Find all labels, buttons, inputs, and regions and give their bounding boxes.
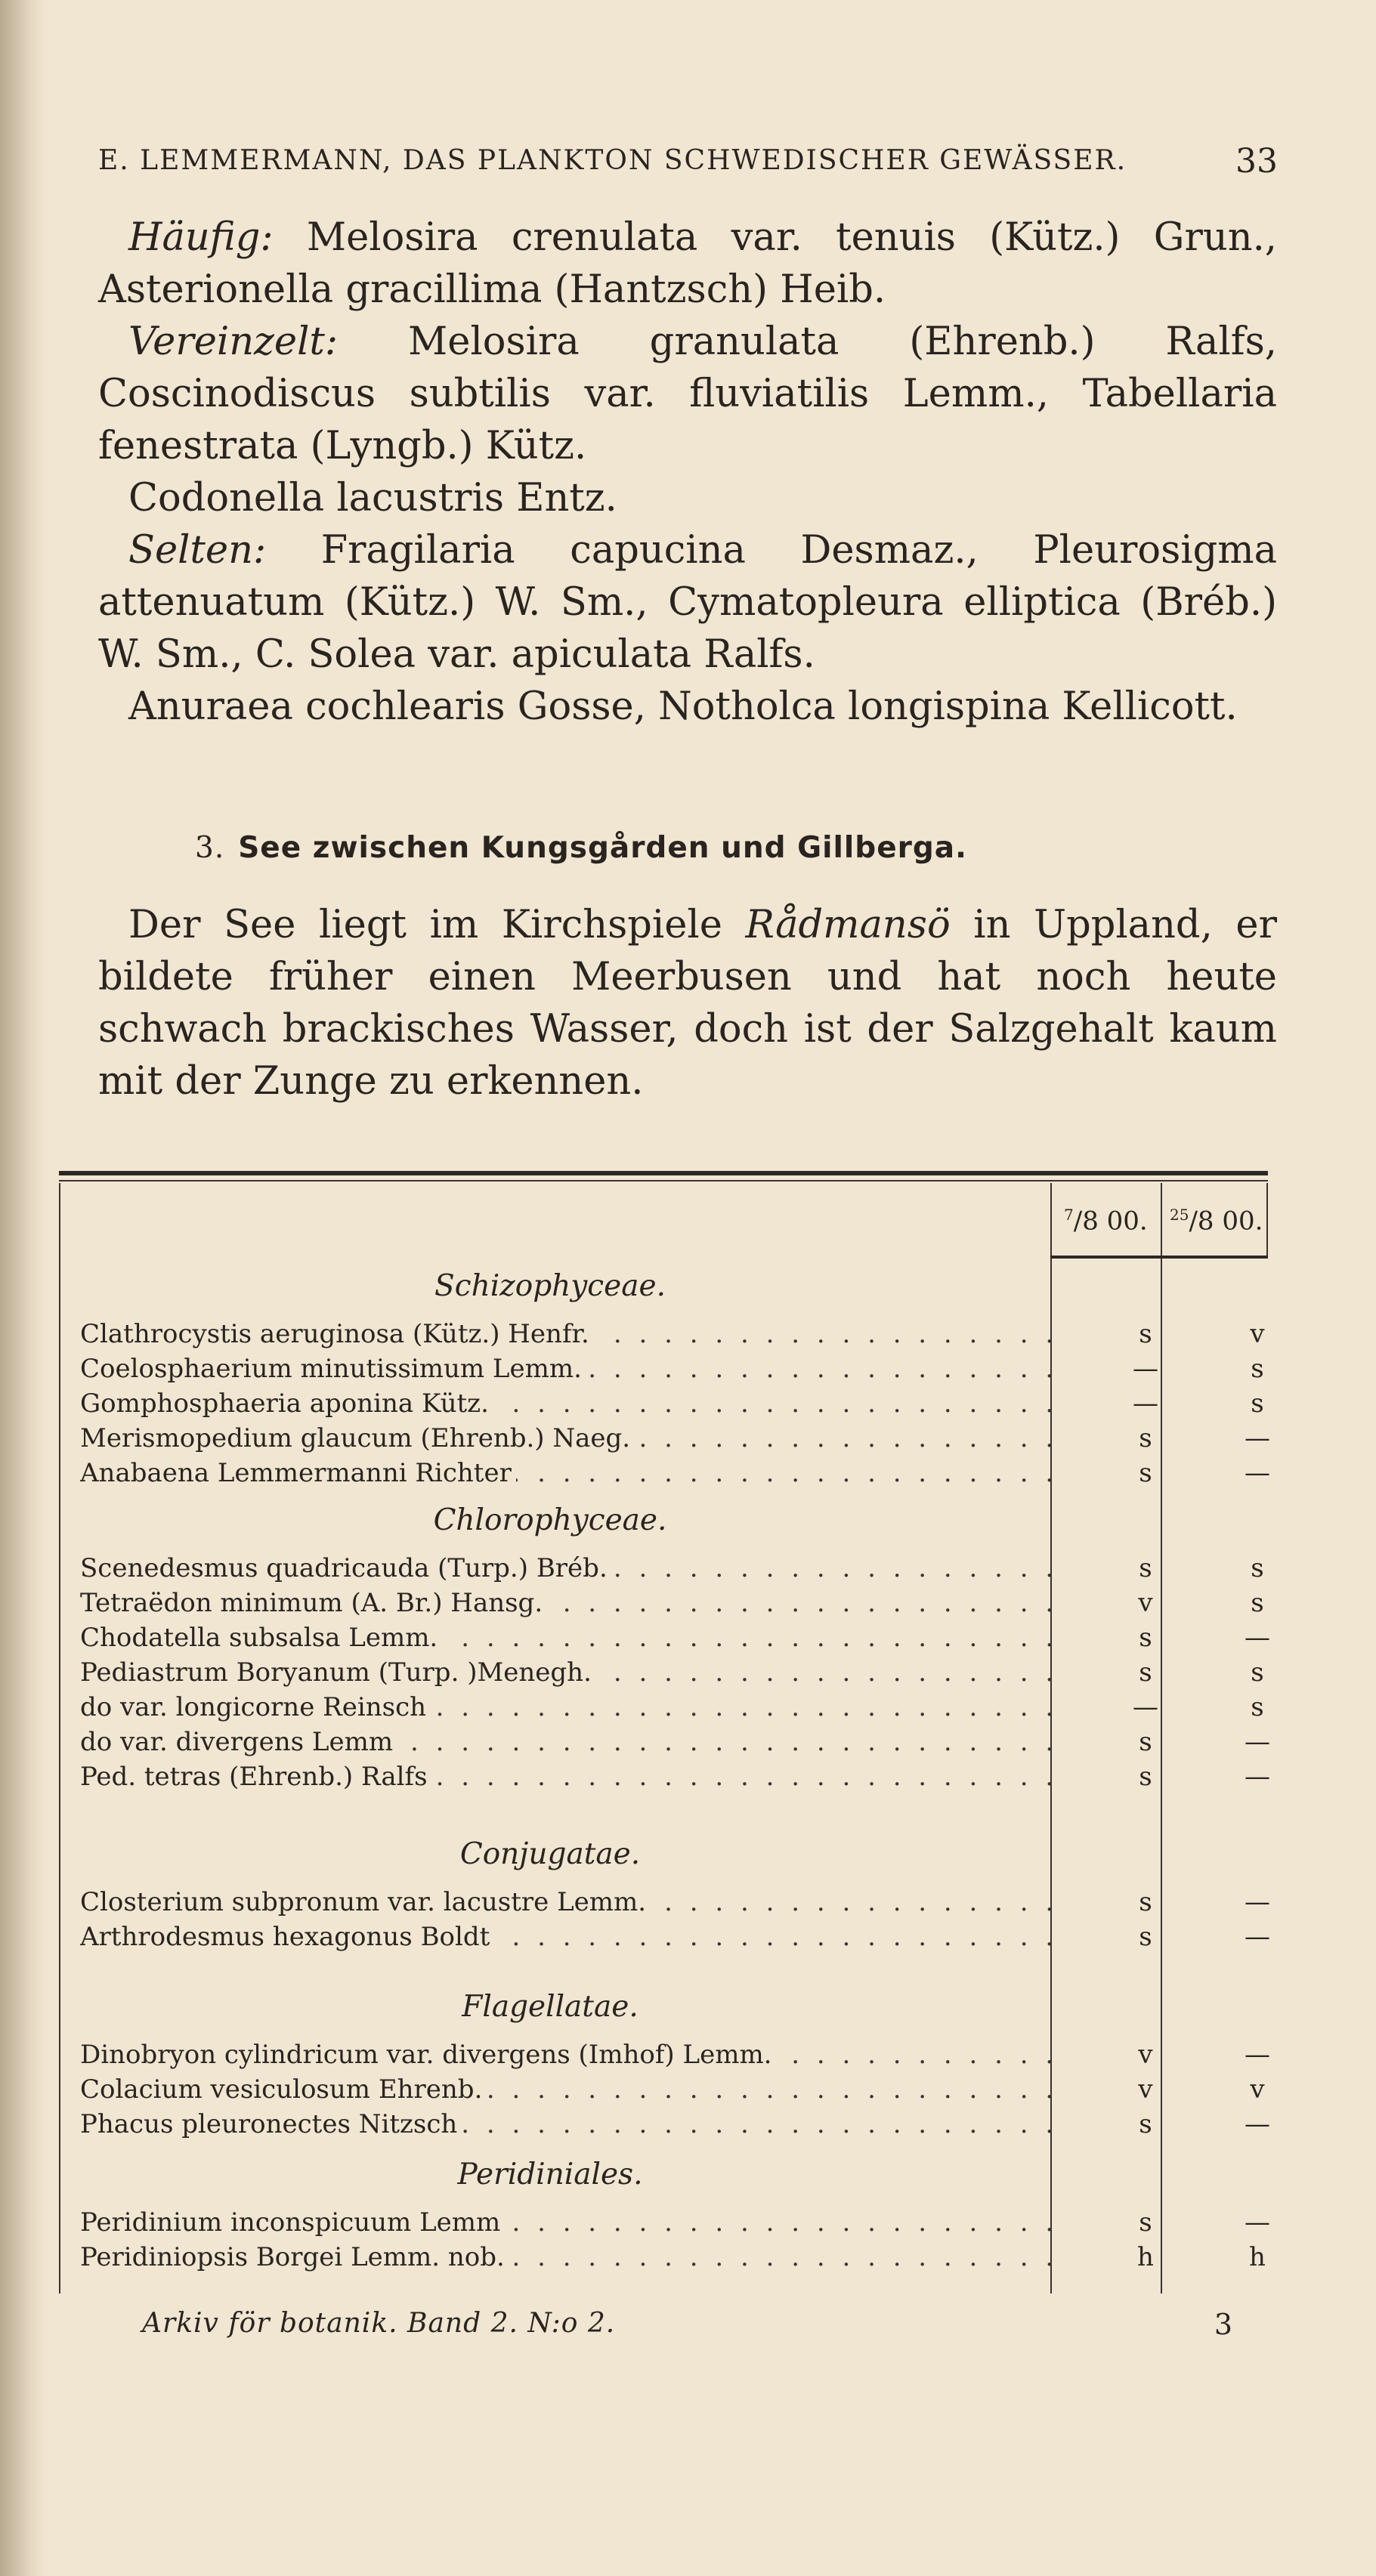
abundance-date-2: — [1245,1922,1270,1952]
species-name [80,2074,1062,2105]
vereinzelt-paragraph [98,316,1277,472]
vereinzelt-label: Vereinzelt: [128,320,339,364]
species-name-text: Coelosphaerium minutissimum Lemm. [80,1354,586,1384]
abundance-date-1: v [1138,1588,1153,1618]
table-row [80,1922,1289,1954]
species-name [80,2207,1062,2238]
species-name [80,1319,1062,1349]
species-name [80,1588,1062,1618]
col2-rest: /8 00. [1189,1206,1263,1237]
sheet-number: 3 [1214,2308,1232,2341]
abundance-date-2: h [1249,2242,1266,2272]
species-name [80,2242,1062,2272]
abundance-date-2: s [1251,1657,1264,1688]
abundance-date-1: s [1139,1657,1152,1688]
species-name-text: Peridinium inconspicuum Lemm [80,2207,505,2238]
abundance-date-1: s [1139,1727,1152,1757]
abundance-date-1: s [1139,1319,1152,1349]
column-header-date-1 [1064,1206,1148,1236]
abundance-date-2: s [1251,1388,1264,1419]
page-binding-shadow [0,0,45,2576]
anuraea-paragraph: Anuraea cochlearis Gosse, Notholca longispina Kellicott. [128,684,1238,729]
selten-label: Selten: [128,528,267,573]
abundance-date-1: s [1139,1553,1152,1583]
table-row [80,2109,1289,2141]
species-name-text: Scenedesmus quadricauda (Turp.) Bréb. [80,1553,612,1583]
species-table [59,1183,1268,2293]
abundance-date-1: s [1139,1623,1152,1653]
abundance-date-2: s [1251,1588,1264,1618]
species-name [80,1623,1062,1653]
selten-text: Fragilaria capucina Desmaz., Pleurosigma attenuatum (Kütz.) W. Sm., Cymatopleura elliptica (Bréb.) W. Sm., C. Solea var. apiculata Ralfs. [98,528,1277,677]
table-row [80,2242,1289,2274]
table-row [80,1762,1289,1793]
abundance-date-2: — [1245,2040,1270,2070]
table-row [80,1692,1289,1724]
species-name-text: do var. divergens Lemm [80,1727,397,1757]
group-heading: Schizophyceae. [434,1269,666,1303]
species-name-text: Ped. tetras (Ehrenb.) Ralfs [80,1762,432,1792]
species-name-text: Arthrodesmus hexagonus Boldt [80,1922,494,1952]
table-row [80,1458,1289,1490]
abundance-date-1: v [1138,2040,1153,2070]
species-name [80,1887,1062,1917]
species-name [80,1553,1062,1583]
abundance-date-2: s [1251,1692,1264,1722]
species-name-text: Pediastrum Boryanum (Turp. )Menegh. [80,1657,596,1688]
table-row [80,1727,1289,1759]
column-divider-3 [1266,1183,1268,1259]
section-number: 3. [195,831,225,865]
abundance-date-2: — [1245,1762,1270,1792]
table-row [80,2207,1289,2239]
abundance-date-1: s [1139,2207,1152,2238]
table-row [80,1423,1289,1455]
table-row [80,1553,1289,1585]
species-name [80,2109,1062,2139]
lake-3-text-b: in Uppland, er bildete früher einen Meerbusen und hat noch heute schwach brackisches Wasser, doch ist der Salzgehalt kaum mit der Zunge zu erkennen. [98,903,1277,1104]
abundance-date-1: s [1139,2109,1152,2139]
abundance-date-1: — [1133,1354,1158,1384]
species-name [80,1458,1062,1488]
table-top-rule-thin [59,1180,1268,1181]
lake-2-summary [98,212,1277,733]
species-name-text: Chodatella subsalsa Lemm. [80,1623,442,1653]
group-heading: Chlorophyceae. [433,1503,667,1537]
species-name-text: Phacus pleuronectes Nitzsch [80,2109,462,2139]
haufig-text: Melosira crenulata var. tenuis (Kütz.) Grun., Asterionella gracillima (Hantzsch) Heib. [98,215,1277,312]
table-row [80,1623,1289,1654]
abundance-date-2: — [1245,1623,1270,1653]
abundance-date-2: s [1251,1553,1264,1583]
group-heading: Peridiniales. [457,2157,643,2191]
abundance-date-2: v [1250,2074,1265,2105]
species-name-text: Anabaena Lemmermanni Richter [80,1458,516,1488]
section-heading [195,831,967,865]
lake-3-text-a: Der See liegt im Kirchspiele [128,903,746,947]
abundance-date-2: — [1245,2109,1270,2139]
table-row [80,1887,1289,1919]
abundance-date-1: s [1139,1922,1152,1952]
table-left-border [59,1183,60,2293]
col1-rest: /8 00. [1073,1206,1148,1237]
column-header-date-2 [1170,1206,1263,1236]
abundance-date-1: — [1133,1692,1158,1722]
page-number: 33 [1235,142,1278,181]
species-name-text: Closterium subpronum var. lacustre Lemm. [80,1887,651,1917]
col2-sup: 25 [1170,1206,1189,1224]
species-name-text: Peridiniopsis Borgei Lemm. nob. [80,2242,509,2272]
table-row [80,1319,1289,1351]
selten-paragraph [98,524,1277,681]
species-name [80,1762,1062,1792]
vereinzelt-text: Melosira granulata (Ehrenb.) Ralfs, Coscinodiscus subtilis var. fluviatilis Lemm., Tabellaria fenestrata (Lyngb.) Kütz. [98,320,1277,468]
journal-reference: Arkiv för botanik. Band 2. N:o 2. [142,2308,616,2339]
place-name: Rådmansö [745,903,951,947]
abundance-date-1: v [1138,2074,1153,2105]
lake-3-description [98,899,1277,1107]
abundance-date-2: — [1245,1458,1270,1488]
species-name-text: do var. longicorne Reinsch [80,1692,431,1722]
species-name-text: Gomphosphaeria aponina Kütz. [80,1388,493,1419]
abundance-date-1: s [1139,1887,1152,1917]
abundance-date-1: s [1139,1458,1152,1488]
table-row [80,2040,1289,2071]
table-row [80,1588,1289,1620]
abundance-date-2: v [1250,1319,1265,1349]
species-name-text: Merismopedium glaucum (Ehrenb.) Naeg. [80,1423,635,1453]
group-heading: Flagellatae. [462,1990,639,2024]
species-name [80,1692,1062,1722]
species-name-text: Clathrocystis aeruginosa (Kütz.) Henfr. [80,1319,594,1349]
abundance-date-1: h [1137,2242,1154,2272]
species-name [80,1922,1062,1952]
codonella-paragraph: Codonella lacustris Entz. [128,476,617,520]
species-name [80,1388,1062,1419]
species-name-text: Tetraëdon minimum (A. Br.) Hansg. [80,1588,547,1618]
haufig-paragraph [98,212,1277,316]
table-row [80,1388,1289,1420]
abundance-date-1: s [1139,1762,1152,1792]
abundance-date-2: — [1245,2207,1270,2238]
abundance-date-1: — [1133,1388,1158,1419]
col1-sup: 7 [1064,1206,1074,1224]
abundance-date-2: — [1245,1727,1270,1757]
table-row [80,1657,1289,1689]
species-name [80,2040,1062,2070]
column-header-rule [1050,1256,1268,1259]
abundance-date-2: — [1245,1887,1270,1917]
lake-3-paragraph [98,899,1277,1107]
abundance-date-2: — [1245,1423,1270,1453]
table-top-rule [59,1171,1268,1175]
group-heading: Conjugatae. [459,1837,641,1871]
species-name-text: Colacium vesiculosum Ehrenb. [80,2074,487,2105]
abundance-date-2: s [1251,1354,1264,1384]
header-title: E. LEMMERMANN, DAS PLANKTON SCHWEDISCHER GEWÄSSER. [98,145,1127,176]
table-row [80,2074,1289,2106]
haufig-label: Häufig: [128,215,274,260]
species-name-text: Dinobryon cylindricum var. divergens (Imhof) Lemm. [80,2040,777,2070]
running-header [98,142,1278,180]
species-name [80,1354,1062,1384]
species-name [80,1657,1062,1688]
section-title: See zwischen Kungsgården und Gillberga. [238,831,967,865]
table-row [80,1354,1289,1385]
species-name [80,1423,1062,1453]
species-name [80,1727,1062,1757]
abundance-date-1: s [1139,1423,1152,1453]
